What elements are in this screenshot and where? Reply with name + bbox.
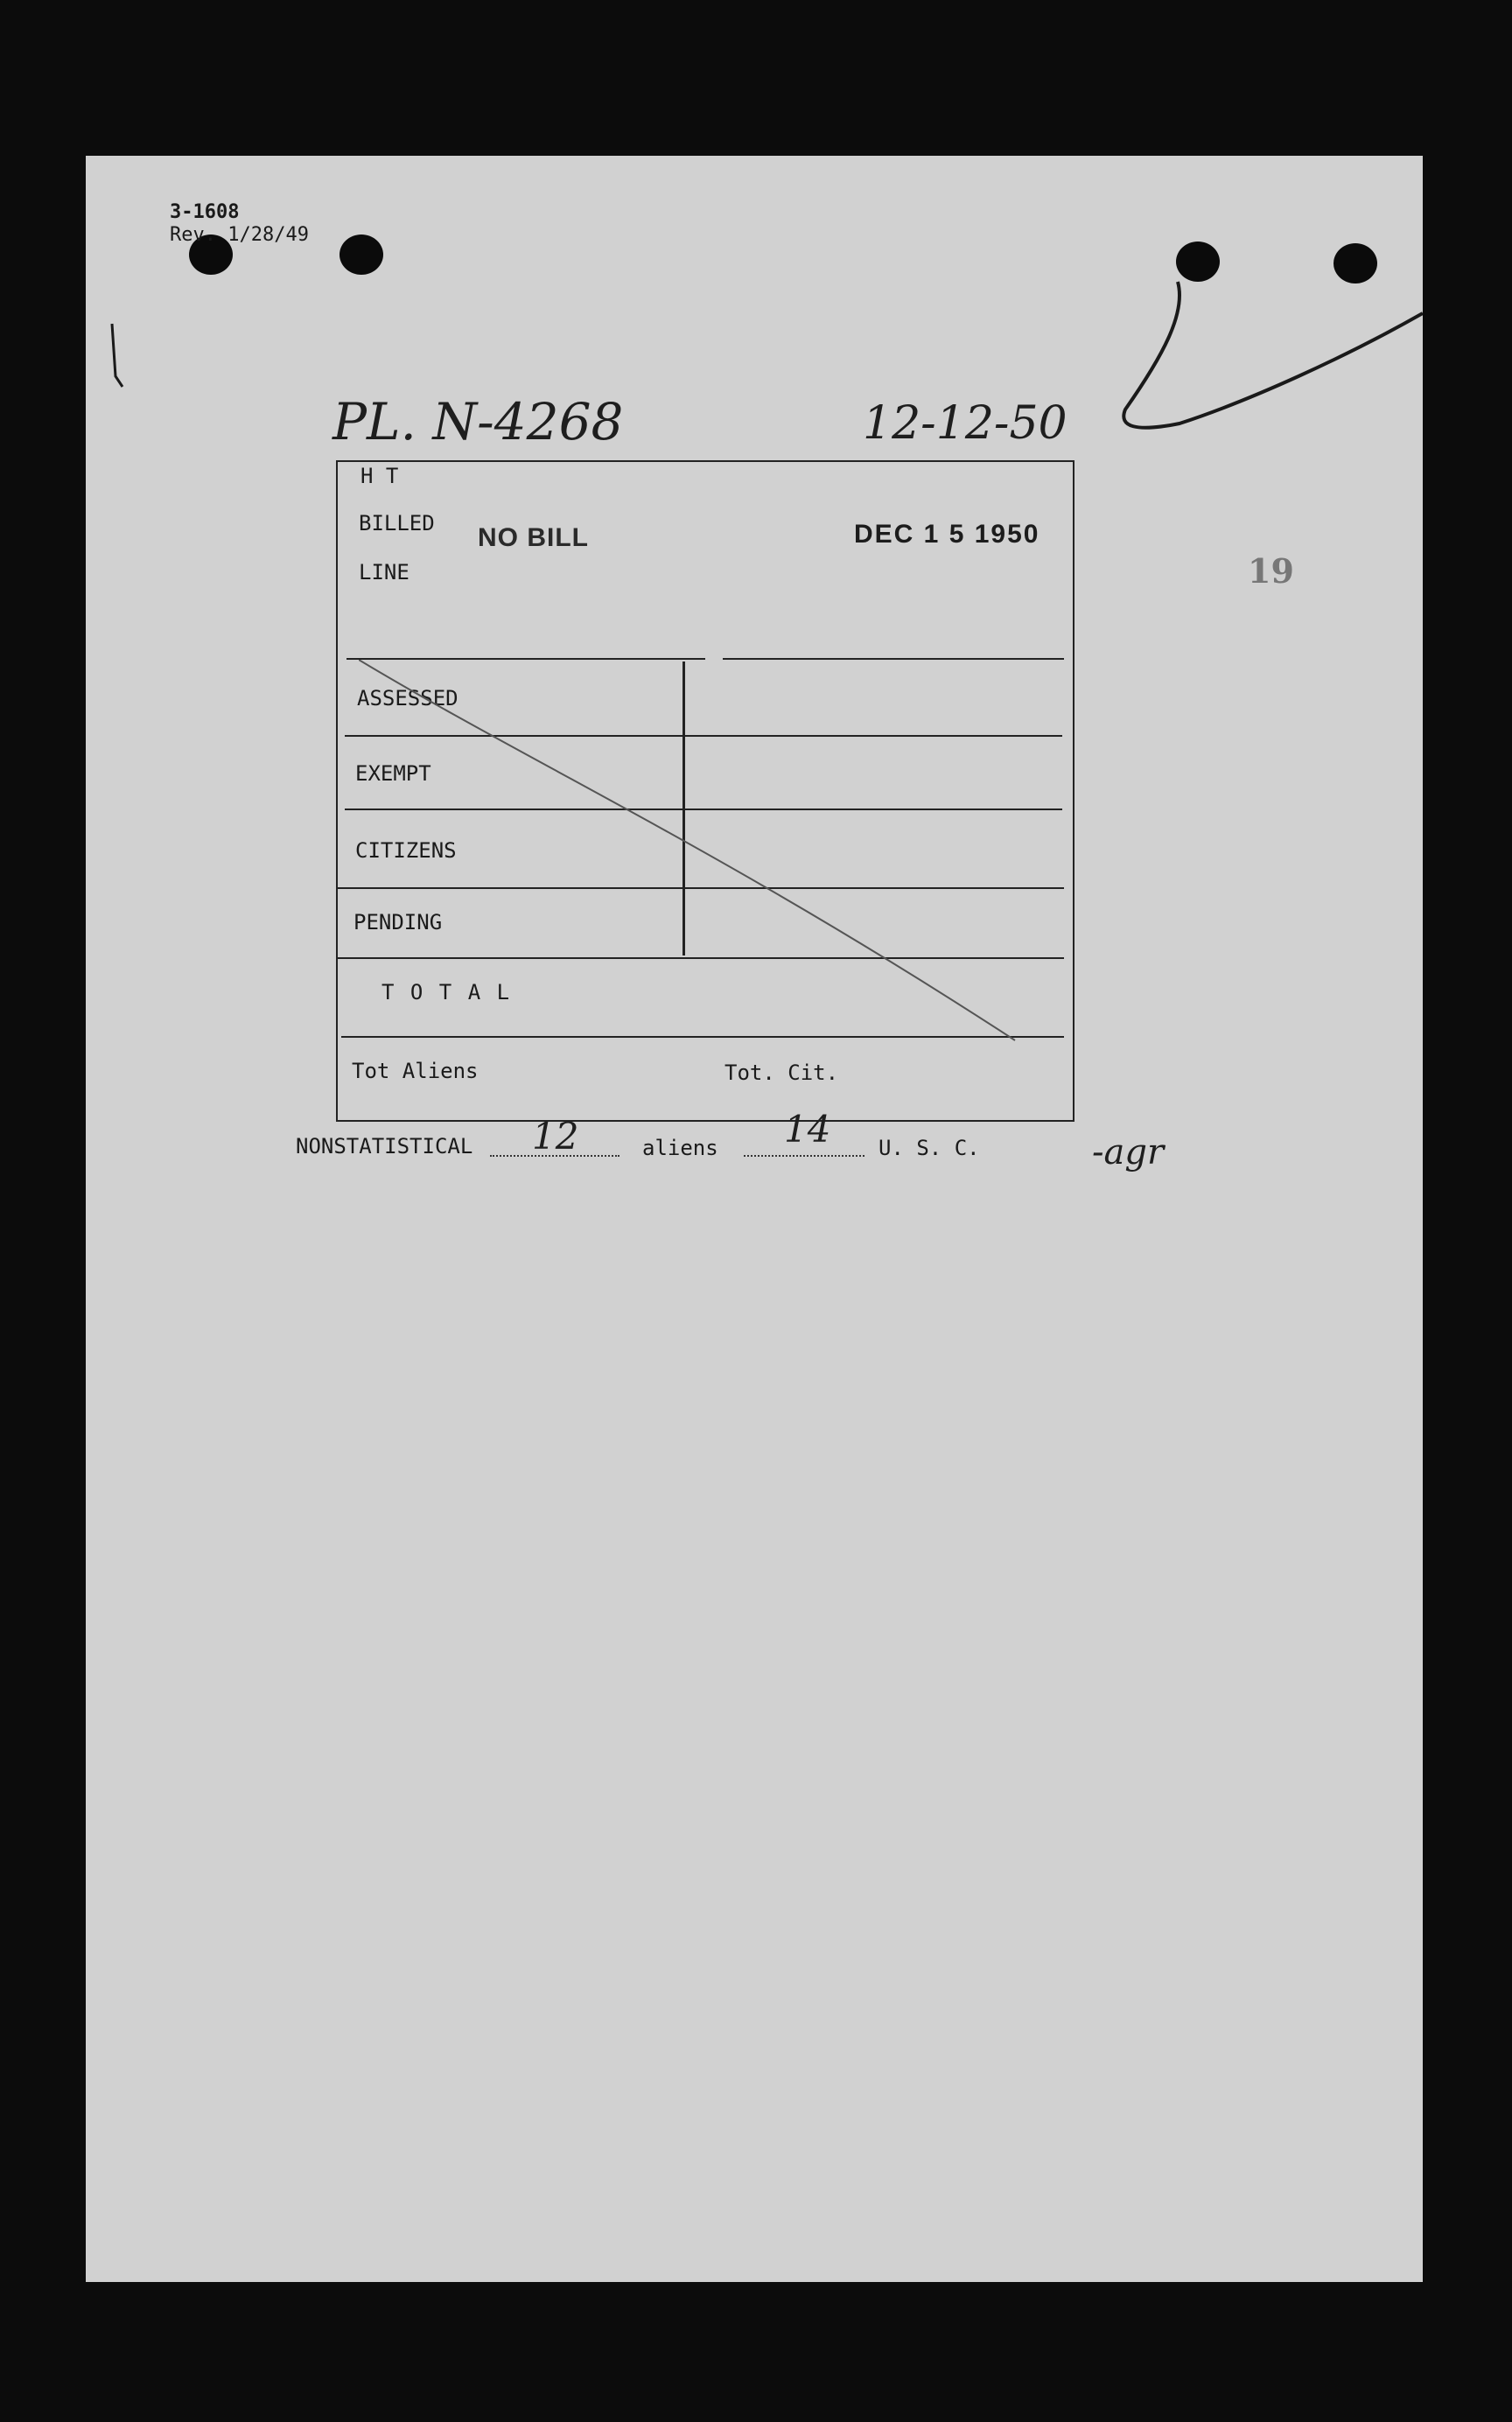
handwritten-aliens-count: 12 [532, 1115, 579, 1158]
label-ht: H T [360, 464, 399, 488]
handwritten-citizens-count: 14 [784, 1108, 831, 1151]
punch-hole [340, 234, 383, 275]
row-label-citizens: CITIZENS [355, 838, 457, 863]
document-page [86, 156, 1423, 2282]
label-billed: BILLED [359, 511, 435, 536]
form-revision: Rev. 1/28/49 [170, 224, 309, 246]
diagonal-cancel-line [359, 660, 1032, 1045]
handwritten-date: 12-12-50 [863, 397, 1068, 450]
aliens-label: aliens [642, 1136, 718, 1160]
margin-mark [103, 322, 130, 392]
citizens-blank-underline [744, 1155, 864, 1157]
row-label-pending: PENDING [354, 910, 443, 934]
nonstatistical-label: NONSTATISTICAL [296, 1134, 473, 1158]
handwritten-initials: -agr [1092, 1132, 1165, 1172]
usc-label: U. S. C. [878, 1136, 980, 1160]
tot-aliens-label: Tot Aliens [352, 1059, 479, 1083]
row-label-exempt: EXEMPT [355, 761, 431, 786]
handwritten-plane-number: PL. N-4268 [332, 392, 624, 452]
tot-cit-label: Tot. Cit. [724, 1060, 839, 1085]
punch-hole [1176, 242, 1220, 282]
label-line: LINE [359, 560, 410, 584]
no-bill-stamp: NO BILL [478, 523, 589, 552]
date-stamp: DEC 1 5 1950 [854, 520, 1040, 549]
manifest-summary-box [336, 460, 1074, 1122]
form-number: 3-1608 [170, 201, 240, 223]
check-mark-stroke [1118, 278, 1423, 462]
page-number: 19 [1248, 551, 1294, 591]
row-label-assessed: ASSESSED [357, 686, 458, 710]
row-label-total: T O T A L [382, 980, 512, 1004]
